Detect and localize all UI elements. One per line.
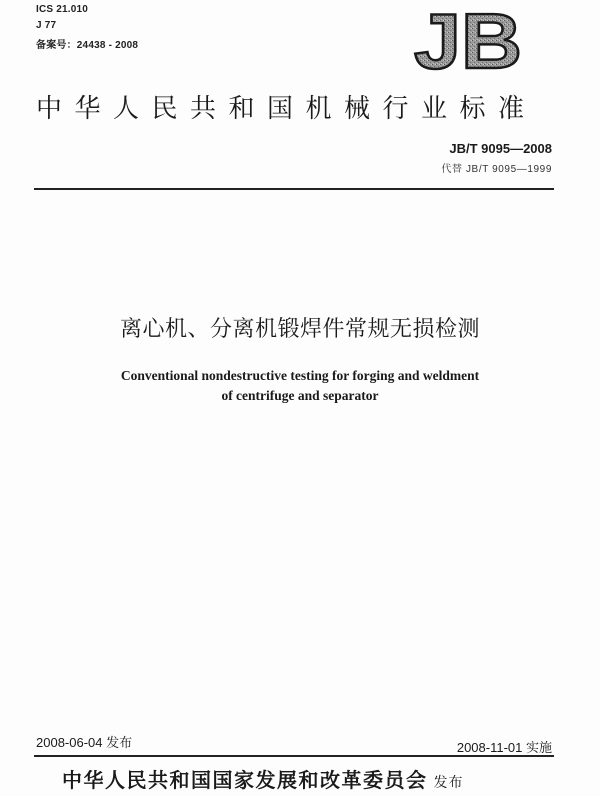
issuer-name: 中华人民共和国国家发展和改革委员会	[62, 768, 428, 792]
replaces-standard: 代替 JB/T 9095—1999	[441, 164, 552, 175]
footer-divider	[34, 755, 554, 757]
english-title-line-1: Conventional nondestructive testing for forging and weldment	[120, 368, 480, 383]
header-divider	[34, 188, 554, 190]
issuing-authority	[62, 764, 464, 793]
classification-code: J 77	[36, 20, 57, 31]
industry-standard-title: 中华人民共和国机械行业标准	[36, 94, 537, 124]
issuer-suffix: 发布	[433, 775, 464, 791]
implementation-date: 2008-11-01 实施	[456, 740, 552, 755]
chinese-title: 离心机、分离机锻焊件常规无损检测	[119, 317, 480, 342]
english-title-line-2: of centrifuge and separator	[221, 388, 379, 403]
logo-text: JB	[414, 4, 522, 76]
standard-number: JB/T 9095—2008	[449, 141, 552, 156]
ics-code: ICS 21.010	[36, 4, 89, 15]
jb-logo	[412, 4, 524, 76]
issue-date: 2008-06-04 发布	[36, 735, 133, 750]
filing-number: 备案号：24438 - 2008	[36, 40, 139, 51]
